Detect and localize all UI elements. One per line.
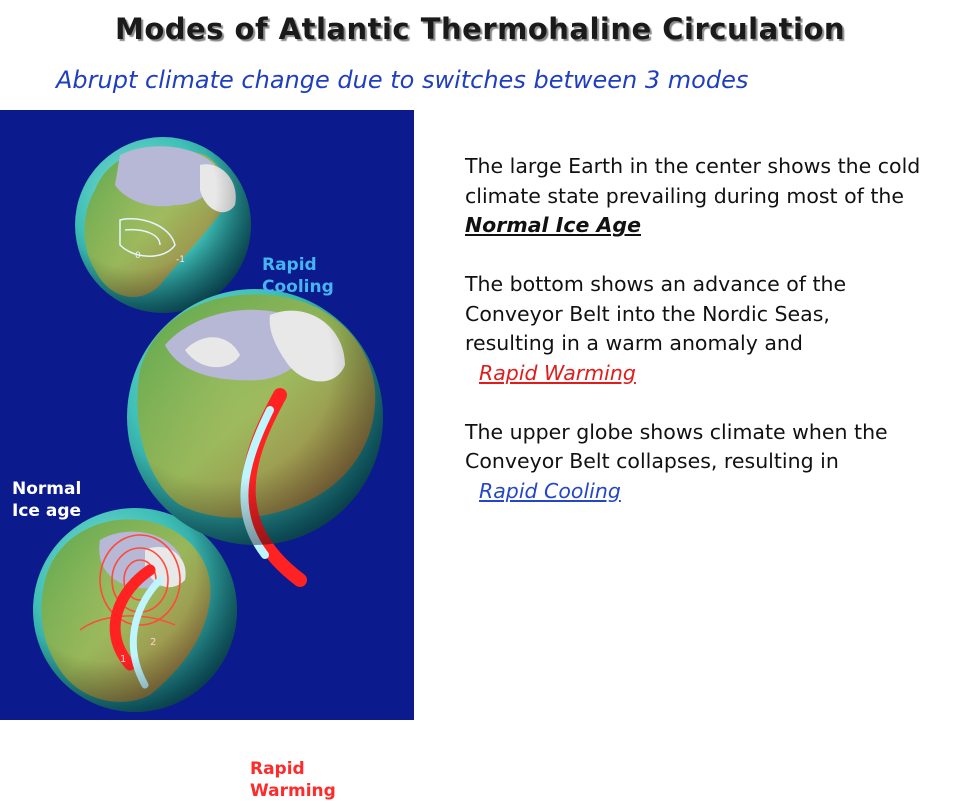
slide-title: Modes of Atlantic Thermohaline Circulation (114, 12, 846, 46)
rapid-warming-text: Rapid Warming (250, 759, 336, 802)
contour-label: -1 (176, 255, 185, 265)
upper-globe (75, 137, 251, 313)
contour-label: 1 (120, 654, 127, 665)
paragraph-warming (465, 270, 925, 388)
contour-label: 2 (150, 637, 157, 648)
paragraph-normal (465, 152, 925, 241)
paragraph-warming-text: The bottom shows an advance of the Conveyor Belt into the Nordic Seas, resulting in a warm anomaly and (465, 272, 847, 355)
normal-ice-age-link[interactable]: Normal Ice Age (465, 213, 641, 237)
paragraph-cooling-text: The upper globe shows climate when the Conveyor Belt collapses, resulting in (465, 419, 888, 473)
rapid-cooling-link[interactable]: Rapid Cooling (479, 478, 621, 503)
paragraph-cooling (465, 418, 925, 507)
slide-subtitle: Abrupt climate change due to switches between 3 modes (56, 66, 749, 94)
contour-label: 0 (135, 251, 141, 261)
globes-figure (0, 110, 414, 802)
rapid-cooling-text: Rapid Cooling (262, 255, 334, 298)
explanation-text (465, 152, 925, 536)
normal-ice-age-label (12, 478, 81, 523)
globes-illustration (0, 110, 414, 720)
normal-ice-age-text: Normal Ice age (12, 479, 82, 522)
rapid-warming-link[interactable]: Rapid Warming (479, 360, 636, 385)
rapid-warming-label (250, 758, 336, 803)
rapid-cooling-label (262, 254, 334, 299)
lower-globe (33, 508, 237, 712)
paragraph-normal-text: The large Earth in the center shows the cold climate state prevailing during most of the (465, 154, 921, 208)
